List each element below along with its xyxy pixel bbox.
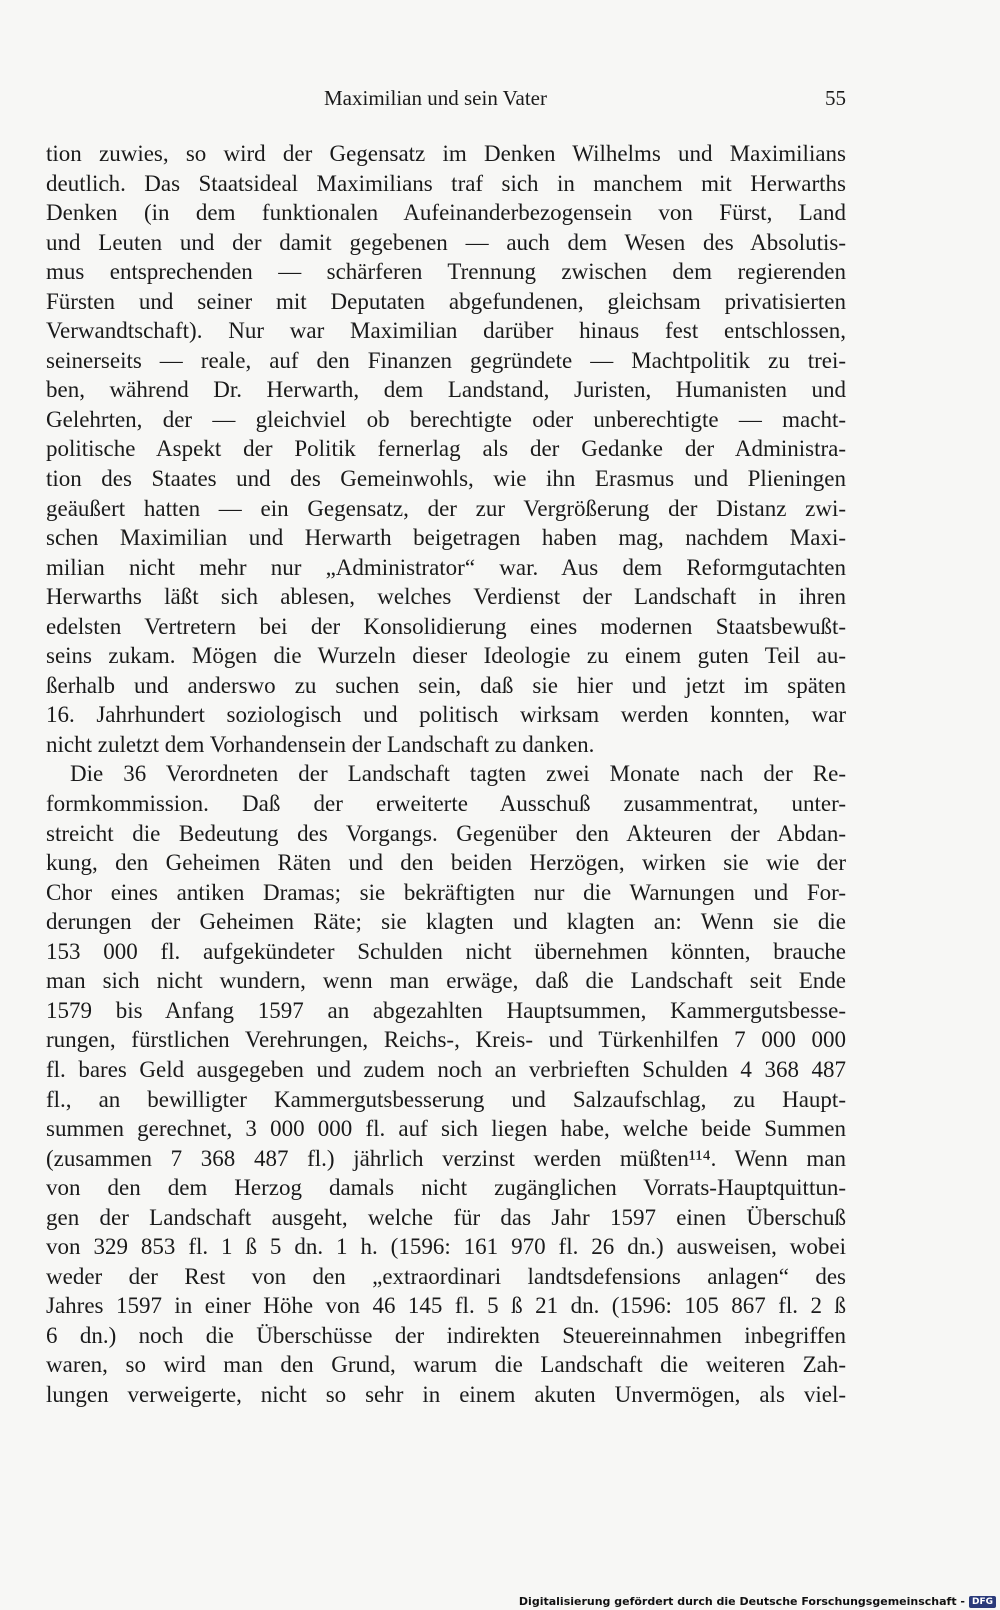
- text-line: Gelehrten, der — gleichviel ob berechtigte oder unberechtigte — macht-: [46, 406, 846, 432]
- text-line: von den dem Herzog damals nicht zugänglichen Vorrats-Hauptquittun-: [46, 1175, 846, 1201]
- text-line: edelsten Vertretern bei der Konsolidierung eines modernen Staatsbewußt-: [46, 613, 846, 639]
- text-line: tion zuwies, so wird der Gegensatz im Denken Wilhelms und Maximilians: [46, 141, 846, 166]
- text-line: milian nicht mehr nur „Administrator“ war. Aus dem Reformgutachten: [46, 554, 846, 580]
- text-line: weder der Rest von den „extraordinari landtsdefensions anlagen“ des: [46, 1263, 846, 1289]
- text-line: summen gerechnet, 3 000 000 fl. auf sich liegen habe, welche beide Summen: [46, 1116, 846, 1142]
- text-line: 16. Jahrhundert soziologisch und politisch wirksam werden konnten, war: [46, 702, 846, 728]
- footer-credit: Digitalisierung gefördert durch die Deutsche Forschungsgemeinschaft -: [518, 1595, 965, 1608]
- text-line: ben, während Dr. Herwarth, dem Landstand, Juristen, Humanisten und: [46, 377, 846, 403]
- text-line: man sich nicht wundern, wenn man erwäge, daß die Landschaft seit Ende: [46, 968, 846, 994]
- dfg-logo-icon: DFG: [969, 1596, 996, 1608]
- text-line: von 329 853 fl. 1 ß 5 dn. 1 h. (1596: 161 970 fl. 26 dn.) ausweisen, wobei: [46, 1234, 846, 1260]
- text-line: 6 dn.) noch die Überschüsse der indirekten Steuereinnahmen inbegriffen: [46, 1322, 846, 1348]
- text-line: Herwarths läßt sich ablesen, welches Verdienst der Landschaft in ihren: [46, 584, 846, 610]
- text-line: seinerseits — reale, auf den Finanzen gegründete — Machtpolitik zu trei-: [46, 347, 846, 373]
- text-line: gen der Landschaft ausgeht, welche für das Jahr 1597 einen Überschuß: [46, 1204, 846, 1230]
- text-line: Chor eines antiken Dramas; sie bekräftigten nur die Warnungen und For-: [46, 879, 846, 905]
- text-line: formkommission. Daß der erweiterte Ausschuß zusammentrat, unter-: [46, 791, 846, 817]
- text-line: streicht die Bedeutung des Vorgangs. Gegenüber den Akteuren der Abdan-: [46, 820, 846, 846]
- text-line: fl., an bewilligter Kammergutsbesserung und Salzaufschlag, zu Haupt-: [46, 1086, 846, 1112]
- body-text: [46, 139, 846, 1410]
- text-line: Fürsten und seiner mit Deputaten abgefundenen, gleichsam privatisierten: [46, 288, 846, 314]
- text-line: ßerhalb und anderswo zu suchen sein, daß sie hier und jetzt im späten: [46, 672, 846, 698]
- text-line: kung, den Geheimen Räten und den beiden Herzögen, wirken sie wie der: [46, 850, 846, 876]
- text-line: tion des Staates und des Gemeinwohls, wie ihn Erasmus und Plieningen: [46, 466, 846, 492]
- running-head: [46, 86, 846, 116]
- text-line: fl. bares Geld ausgegeben und zudem noch an verbrieften Schulden 4 368 487: [46, 1056, 846, 1082]
- text-line: Die 36 Verordneten der Landschaft tagten zwei Monate nach der Re-: [70, 761, 846, 787]
- text-line: geäußert hatten — ein Gegensatz, der zur Vergrößerung der Distanz zwi-: [46, 495, 846, 521]
- page-number: 55: [825, 86, 846, 110]
- text-line: Jahres 1597 in einer Höhe von 46 145 fl. 5 ß 21 dn. (1596: 105 867 fl. 2 ß: [46, 1293, 846, 1319]
- text-line: Verwandtschaft). Nur war Maximilian darüber hinaus fest entschlossen,: [46, 318, 846, 344]
- text-line: rungen, fürstlichen Verehrungen, Reichs-, Kreis- und Türkenhilfen 7 000 000: [46, 1027, 846, 1053]
- text-line: Denken (in dem funktionalen Aufeinanderbezogensein von Fürst, Land: [46, 200, 846, 226]
- text-line: (zusammen 7 368 487 fl.) jährlich verzinst werden müßten¹¹⁴. Wenn man: [46, 1145, 846, 1171]
- text-line: 1579 bis Anfang 1597 an abgezahlten Hauptsummen, Kammergutsbesse-: [46, 997, 846, 1023]
- text-line: seins zukam. Mögen die Wurzeln dieser Ideologie zu einem guten Teil au-: [46, 643, 846, 669]
- text-line: politische Aspekt der Politik fernerlag als der Gedanke der Administra-: [46, 436, 846, 462]
- text-line: deutlich. Das Staatsideal Maximilians traf sich in manchem mit Herwarths: [46, 170, 846, 196]
- text-line: waren, so wird man den Grund, warum die Landschaft die weiteren Zah-: [46, 1352, 846, 1378]
- digitization-footer: [519, 1595, 996, 1608]
- text-line: 153 000 fl. aufgekündeter Schulden nicht übernehmen könnten, brauche: [46, 938, 846, 964]
- running-title: Maximilian und sein Vater: [324, 86, 547, 110]
- text-line: mus entsprechenden — schärferen Trennung zwischen dem regierenden: [46, 259, 846, 285]
- text-line: lungen verweigerte, nicht so sehr in einem akuten Unvermögen, als viel-: [46, 1381, 846, 1407]
- text-line: schen Maximilian und Herwarth beigetragen haben mag, nachdem Maxi-: [46, 525, 846, 551]
- text-line: nicht zuletzt dem Vorhandensein der Landschaft zu danken.: [46, 731, 595, 757]
- text-line: derungen der Geheimen Räte; sie klagten und klagten an: Wenn sie die: [46, 909, 846, 935]
- text-line: und Leuten und der damit gegebenen — auch dem Wesen des Absolutis-: [46, 229, 846, 255]
